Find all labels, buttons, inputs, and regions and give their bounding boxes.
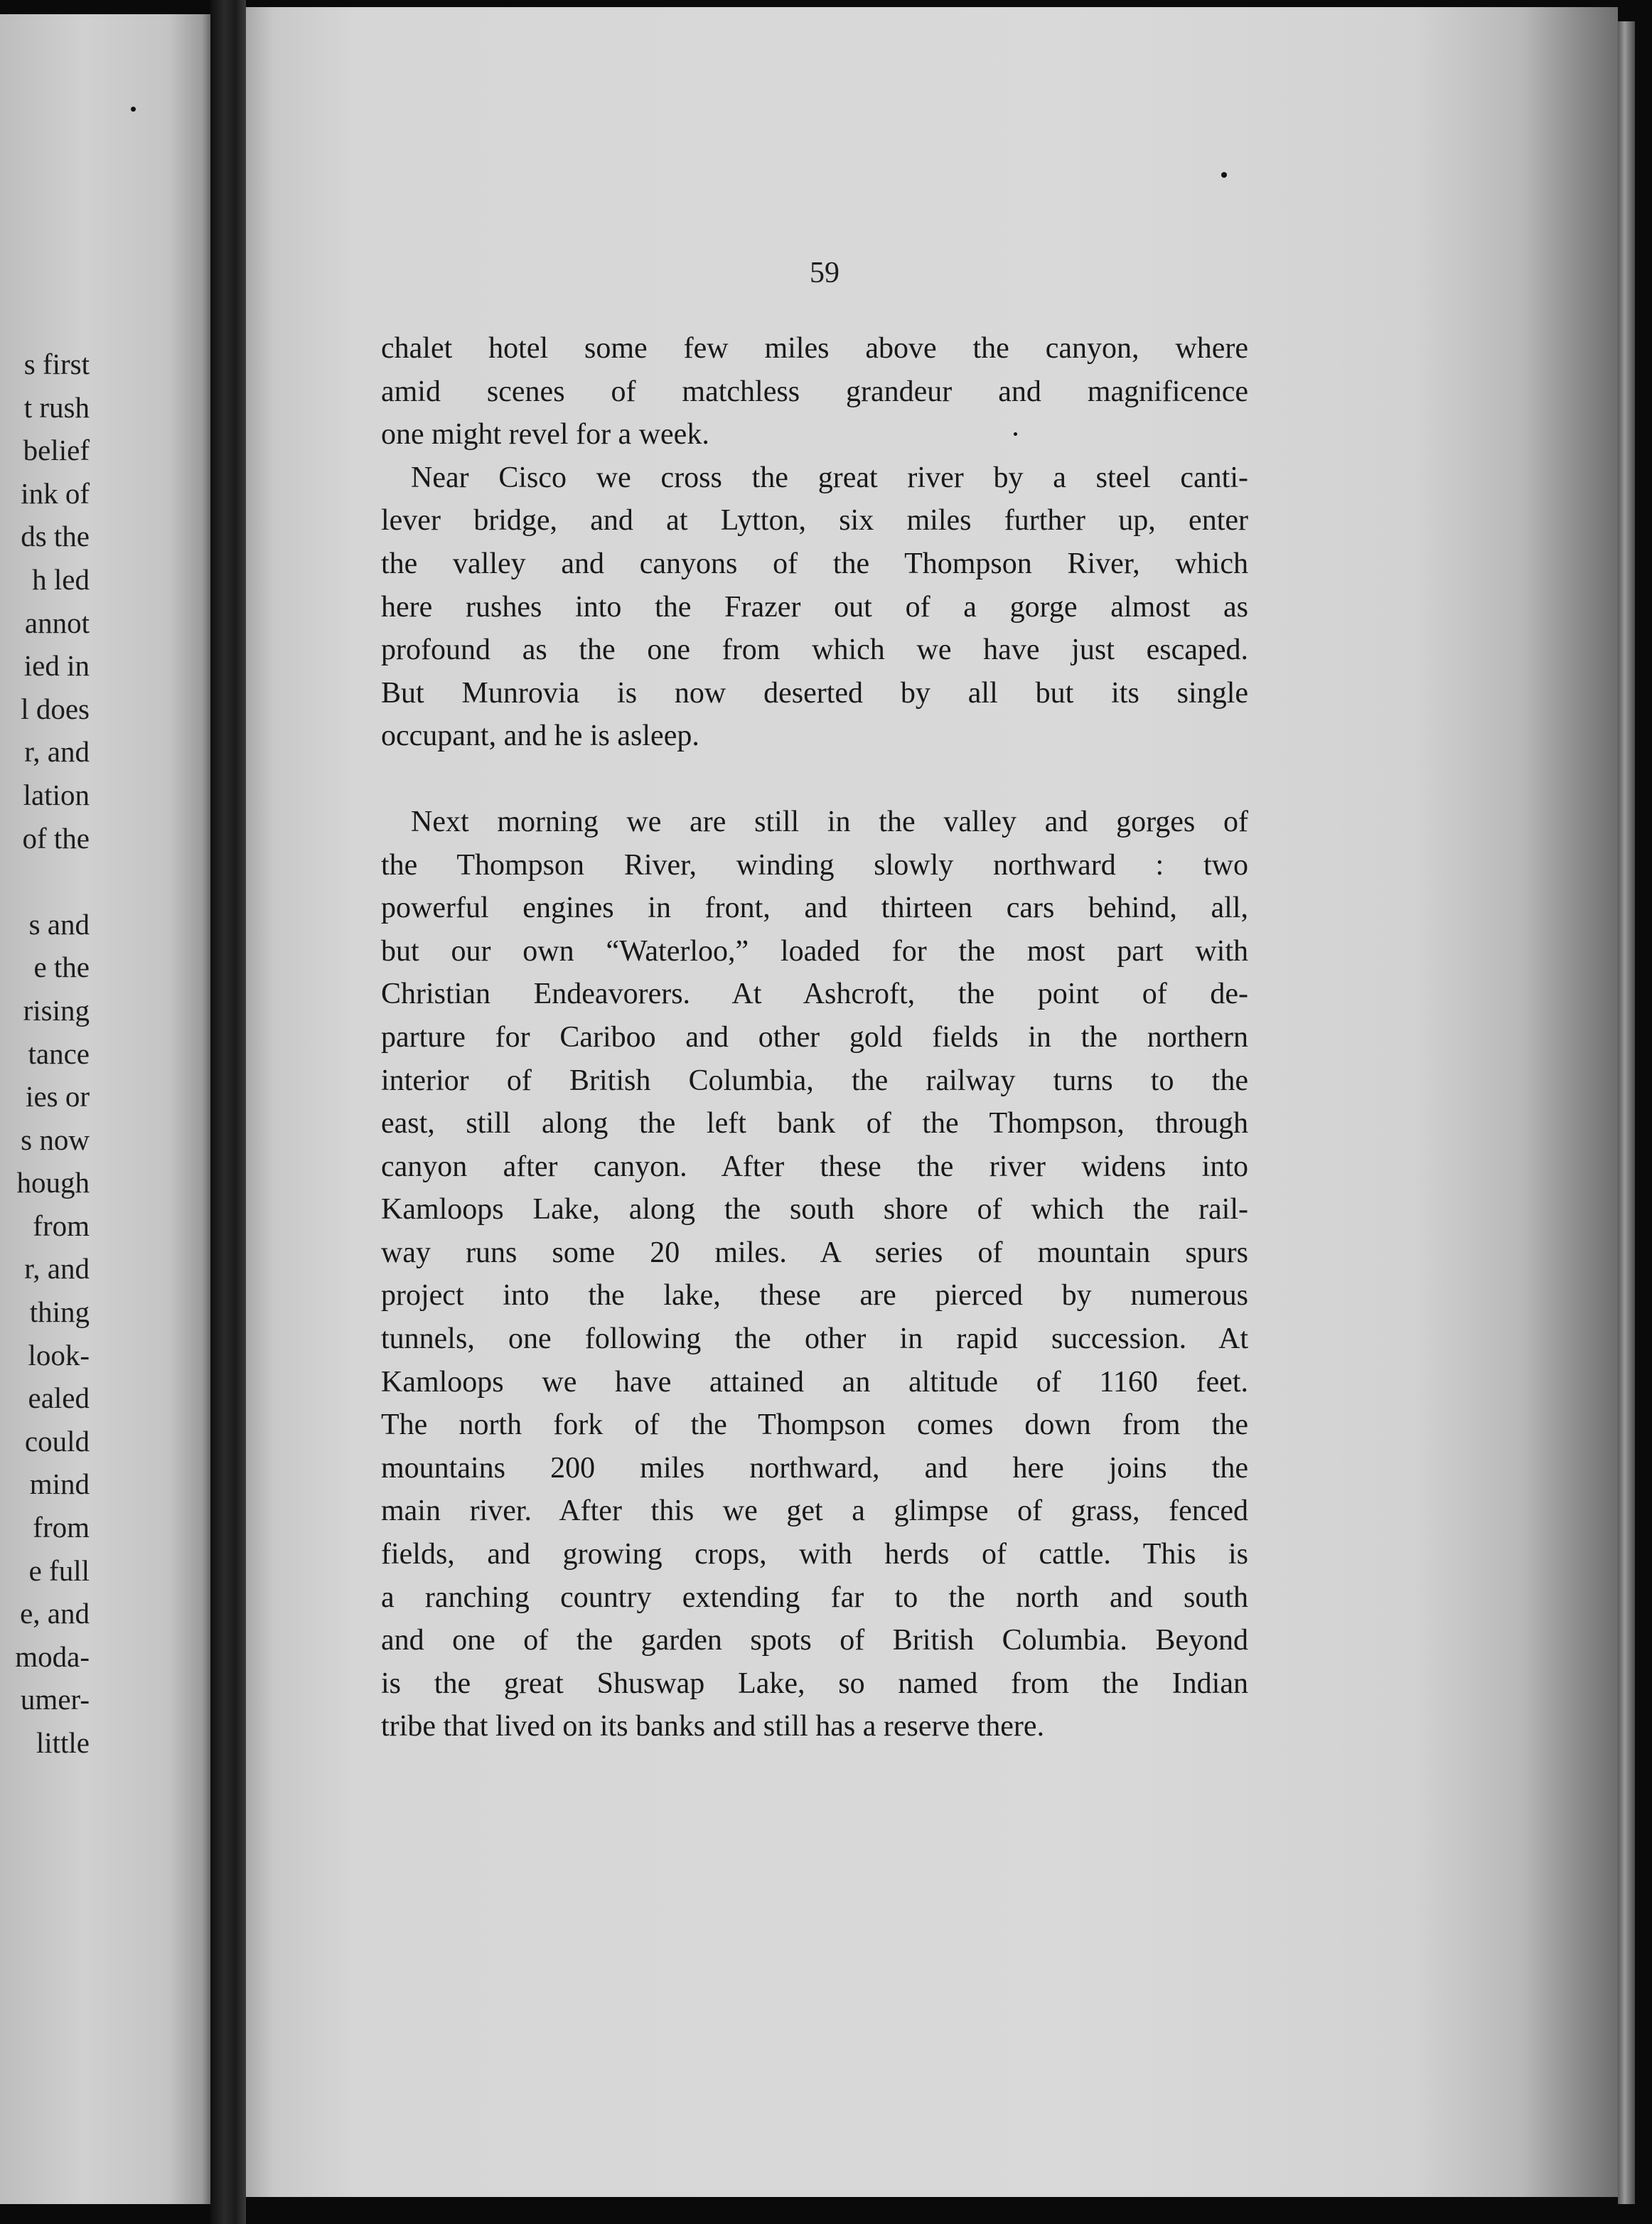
facing-page-line: look- bbox=[28, 1338, 90, 1372]
facing-page-line: mind bbox=[29, 1467, 90, 1501]
facing-page-line: s now bbox=[21, 1123, 90, 1156]
ink-speck bbox=[131, 107, 136, 112]
facing-page-line: could bbox=[24, 1424, 90, 1458]
facing-page-line: ds the bbox=[21, 520, 90, 553]
text-line: lever bridge, and at Lytton, six miles further up, enter bbox=[381, 504, 1248, 538]
facing-page-line: moda- bbox=[15, 1640, 90, 1673]
facing-page-line: hough bbox=[16, 1166, 90, 1199]
facing-page-text bbox=[0, 343, 90, 1765]
facing-page-line: thing bbox=[29, 1295, 90, 1329]
text-line: profound as the one from which we have just escaped. bbox=[381, 633, 1248, 667]
text-line: a ranching country extending far to the north and south bbox=[381, 1581, 1248, 1614]
book-gutter bbox=[210, 0, 246, 2224]
text-line: powerful engines in front, and thirteen cars behind, all, bbox=[381, 892, 1248, 925]
facing-page-left bbox=[0, 14, 210, 2204]
facing-page-line: of the bbox=[22, 821, 90, 855]
facing-page-line bbox=[0, 860, 90, 903]
text-line: but our own “Waterloo,” loaded for the most part with bbox=[381, 934, 1248, 968]
text-line: fields, and growing crops, with herds of cattle. This is bbox=[381, 1538, 1248, 1571]
text-line: amid scenes of matchless grandeur and magnificence bbox=[381, 375, 1248, 408]
text-line: Near Cisco we cross the great river by a steel canti- bbox=[411, 461, 1248, 494]
facing-page-line: r, and bbox=[24, 735, 90, 769]
facing-page-line: e the bbox=[33, 951, 90, 984]
facing-page-line: t rush bbox=[23, 390, 90, 424]
page-number: 59 bbox=[810, 257, 840, 289]
facing-page-line: ink of bbox=[21, 476, 90, 510]
text-line: the Thompson River, winding slowly northward : two bbox=[381, 848, 1248, 882]
text-line: tribe that lived on its banks and still has a reserve there. bbox=[381, 1710, 1045, 1743]
text-line: occupant, and he is asleep. bbox=[381, 720, 699, 753]
text-line: Kamloops we have attained an altitude of 1160 feet. bbox=[381, 1365, 1248, 1399]
ink-speck bbox=[1221, 172, 1227, 178]
text-line: parture for Cariboo and other gold fields in the northern bbox=[381, 1020, 1248, 1054]
text-line: project into the lake, these are pierced by numerous bbox=[381, 1279, 1248, 1313]
facing-page-line: umer- bbox=[20, 1683, 90, 1716]
facing-page-line: little bbox=[36, 1726, 90, 1759]
facing-page-line: ealed bbox=[28, 1381, 90, 1415]
facing-page-line: tance bbox=[28, 1037, 90, 1070]
text-line: here rushes into the Frazer out of a gorge almost as bbox=[381, 590, 1248, 624]
text-line: But Munrovia is now deserted by all but its single bbox=[381, 676, 1248, 710]
facing-page-line: r, and bbox=[24, 1252, 90, 1285]
facing-page-line: e, and bbox=[20, 1597, 90, 1630]
facing-page-line: lation bbox=[23, 778, 90, 811]
text-line: way runs some 20 miles. A series of mountain spurs bbox=[381, 1236, 1248, 1269]
facing-page-line: s first bbox=[23, 348, 90, 380]
facing-page-line: e full bbox=[28, 1554, 90, 1587]
text-line: is the great Shuswap Lake, so named from the Indian bbox=[381, 1667, 1248, 1700]
text-line: main river. After this we get a glimpse of grass, fenced bbox=[381, 1495, 1248, 1528]
text-line: The north fork of the Thompson comes down from the bbox=[381, 1408, 1248, 1442]
page-edge bbox=[1618, 21, 1635, 2204]
text-line: Next morning we are still in the valley and gorges of bbox=[411, 805, 1248, 838]
text-line: canyon after canyon. After these the river widens into bbox=[381, 1150, 1248, 1183]
text-line: tunnels, one following the other in rapid succession. At bbox=[381, 1322, 1248, 1356]
facing-page-line: s and bbox=[28, 907, 90, 941]
page-body-text bbox=[381, 327, 1248, 1748]
text-line: chalet hotel some few miles above the canyon, where bbox=[381, 332, 1248, 365]
facing-page-line: from bbox=[33, 1511, 90, 1544]
facing-page-line: ied in bbox=[23, 649, 90, 683]
facing-page-line: from bbox=[33, 1209, 90, 1242]
text-line: interior of British Columbia, the railway turns to the bbox=[381, 1064, 1248, 1097]
paragraph bbox=[381, 456, 1248, 758]
text-line: and one of the garden spots of British Columbia. Beyond bbox=[381, 1624, 1248, 1657]
facing-page-line: h led bbox=[32, 562, 90, 596]
text-line: the valley and canyons of the Thompson River, which bbox=[381, 547, 1248, 580]
facing-page-line: rising bbox=[23, 993, 90, 1027]
facing-page-line: belief bbox=[23, 434, 90, 467]
text-line: one might revel for a week. bbox=[381, 418, 709, 451]
paragraph bbox=[381, 327, 1248, 456]
text-line: mountains 200 miles northward, and here joins the bbox=[381, 1451, 1248, 1485]
text-line: Christian Endeavorers. At Ashcroft, the point of de- bbox=[381, 978, 1248, 1011]
text-line: Kamloops Lake, along the south shore of which the rail- bbox=[381, 1193, 1248, 1226]
text-line: east, still along the left bank of the Thompson, through bbox=[381, 1107, 1248, 1140]
facing-page-line: l does bbox=[21, 692, 90, 725]
paragraph bbox=[381, 801, 1248, 1748]
facing-page-line: ies or bbox=[26, 1080, 90, 1113]
facing-page-line: annot bbox=[24, 606, 90, 639]
section-break bbox=[381, 758, 1248, 801]
